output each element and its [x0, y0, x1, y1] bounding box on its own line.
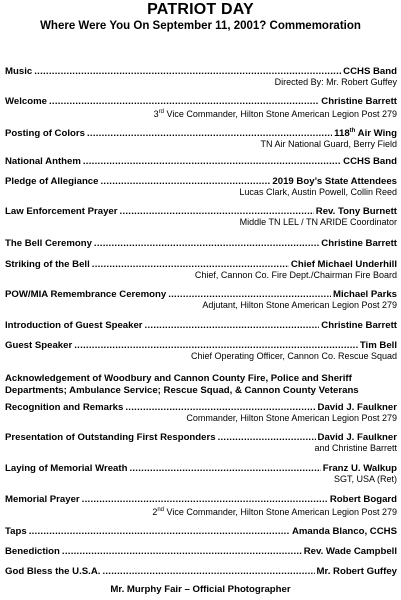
program-item-title: Guest Speaker — [5, 340, 73, 351]
program-item — [5, 320, 397, 331]
program-item-title: Posting of Colors — [5, 128, 85, 140]
program-line — [5, 176, 397, 187]
program-item-title: Pledge of Allegiance — [5, 176, 99, 187]
program-item-presenter: Robert Bogard — [329, 494, 397, 505]
program-item-presenter: David J. Faulkner — [317, 402, 397, 413]
program-item-title: Laying of Memorial Wreath — [5, 463, 128, 474]
program-line — [5, 526, 397, 537]
program-item — [5, 259, 397, 281]
program-item — [5, 526, 397, 537]
dot-leader — [102, 566, 314, 577]
program-item-title: Taps — [5, 526, 27, 537]
acknowledgement-text: Acknowledgement of Woodbury and Cannon County Fire, Police and Sheriff Departments; Ambulance Service; Rescue Squad, & Cannon County Veterans — [5, 373, 359, 396]
dot-leader — [218, 432, 316, 443]
program-line — [5, 156, 397, 167]
dot-leader — [168, 289, 331, 300]
program-item-detail: 2nd Vice Commander, Hilton Stone American Legion Post 279 — [152, 507, 397, 517]
program-line — [5, 340, 397, 351]
program-item-presenter: Rev. Wade Campbell — [303, 546, 397, 557]
program-item-presenter: Franz U. Walkup — [322, 463, 397, 474]
program-item — [5, 546, 397, 557]
program-item-title: POW/MIA Remembrance Ceremony — [5, 289, 167, 300]
program-item — [5, 156, 397, 167]
program-line — [5, 96, 397, 107]
program-line — [5, 126, 397, 139]
program-item-presenter: Michael Parks — [333, 289, 397, 300]
program-item — [5, 566, 397, 577]
program-item-presenter: 118th Air Wing — [334, 128, 397, 140]
program-line — [5, 463, 397, 474]
dot-leader — [83, 156, 341, 167]
program-item-title: Welcome — [5, 96, 47, 107]
program-item-presenter: Tim Bell — [359, 340, 397, 351]
program-line — [5, 259, 397, 270]
program-item — [5, 238, 397, 249]
program-line — [5, 206, 397, 217]
dot-leader — [82, 494, 328, 505]
program-item-title: Recognition and Remarks — [5, 402, 124, 413]
program-line — [5, 289, 397, 300]
program-item-presenter: CCHS Band — [343, 156, 397, 167]
program-line — [5, 66, 397, 77]
program-item-detail: Middle TN LEL / TN ARIDE Coordinator — [239, 217, 397, 227]
program-item-detail: Commander, Hilton Stone American Legion Post 279 — [186, 413, 397, 423]
dot-leader — [145, 320, 320, 331]
program-item-title: Law Enforcement Prayer — [5, 206, 118, 217]
program-item-presenter: Rev. Tony Burnett — [315, 206, 397, 217]
program-item-detail: Directed By: Mr. Robert Guffey — [274, 77, 397, 87]
program-item-title: Benediction — [5, 546, 60, 557]
footer-credit: Mr. Murphy Fair – Official Photographer — [110, 584, 291, 595]
program-item-presenter: Amanda Blanco, CCHS — [291, 526, 397, 537]
program-line — [5, 494, 397, 505]
program-item — [5, 463, 397, 485]
program-item-detail: TN Air National Guard, Berry Field — [260, 139, 397, 150]
dot-leader — [92, 259, 289, 270]
page-subtitle: Where Were You On September 11, 2001? Commemoration — [40, 20, 361, 32]
program-line — [5, 566, 397, 577]
dot-leader — [62, 546, 302, 557]
program-item-presenter: 2019 Boy’s State Attendees — [272, 176, 397, 187]
dot-leader — [29, 526, 290, 537]
program-item-title: Introduction of Guest Speaker — [5, 320, 143, 331]
program-item-presenter: David J. Faulkner — [317, 432, 397, 443]
dot-leader — [125, 402, 315, 413]
program-item-title: Striking of the Bell — [5, 259, 90, 270]
program-item-detail: and Christine Barrett — [314, 443, 397, 453]
program-item-detail: Chief, Cannon Co. Fire Dept./Chairman Fire Board — [194, 270, 397, 280]
dot-leader — [120, 206, 314, 217]
program-item — [5, 402, 397, 424]
program-item-title: The Bell Ceremony — [5, 238, 92, 249]
program-line — [5, 546, 397, 557]
program-item-presenter: Christine Barrett — [321, 238, 397, 249]
program-line — [5, 238, 397, 249]
dot-leader — [74, 340, 358, 351]
program-item-presenter: CCHS Band — [343, 66, 397, 77]
program-item-title: Memorial Prayer — [5, 494, 80, 505]
program-item — [5, 206, 397, 228]
dot-leader — [34, 66, 341, 77]
program-item-detail: Lucas Clark, Austin Powell, Collin Reed — [239, 187, 397, 197]
program-line — [5, 432, 397, 443]
program-item — [5, 494, 397, 518]
program-line — [5, 320, 397, 331]
program-item-detail: Chief Operating Officer, Cannon Co. Rescue Squad — [191, 351, 397, 361]
program-item — [5, 66, 397, 88]
dot-leader — [129, 463, 320, 474]
program-item-title: Music — [5, 66, 33, 77]
program-item — [5, 340, 397, 362]
program-item-presenter: Christine Barrett — [321, 96, 397, 107]
program-item-title: National Anthem — [5, 156, 81, 167]
program-item — [5, 176, 397, 198]
program-item — [5, 432, 397, 454]
program-item-presenter: Christine Barrett — [321, 320, 397, 331]
program-item — [5, 96, 397, 120]
program-item-presenter: Mr. Robert Guffey — [316, 566, 397, 577]
program-item-detail: 3rd Vice Commander, Hilton Stone American Legion Post 279 — [153, 109, 397, 119]
page-title: PATRIOT DAY — [147, 1, 254, 18]
program-item — [5, 126, 397, 150]
program-item-title: God Bless the U.S.A. — [5, 566, 101, 577]
program-item-presenter: Chief Michael Underhill — [290, 259, 397, 270]
program-line — [5, 402, 397, 413]
dot-leader — [49, 96, 319, 107]
dot-leader — [100, 176, 270, 187]
dot-leader — [87, 128, 332, 139]
program-item-title: Presentation of Outstanding First Responders — [5, 432, 216, 443]
dot-leader — [94, 238, 319, 249]
program-item-detail: SGT, USA (Ret) — [333, 474, 397, 484]
program-item — [5, 289, 397, 311]
program-item-detail: Adjutant, Hilton Stone American Legion Post 279 — [202, 300, 397, 310]
